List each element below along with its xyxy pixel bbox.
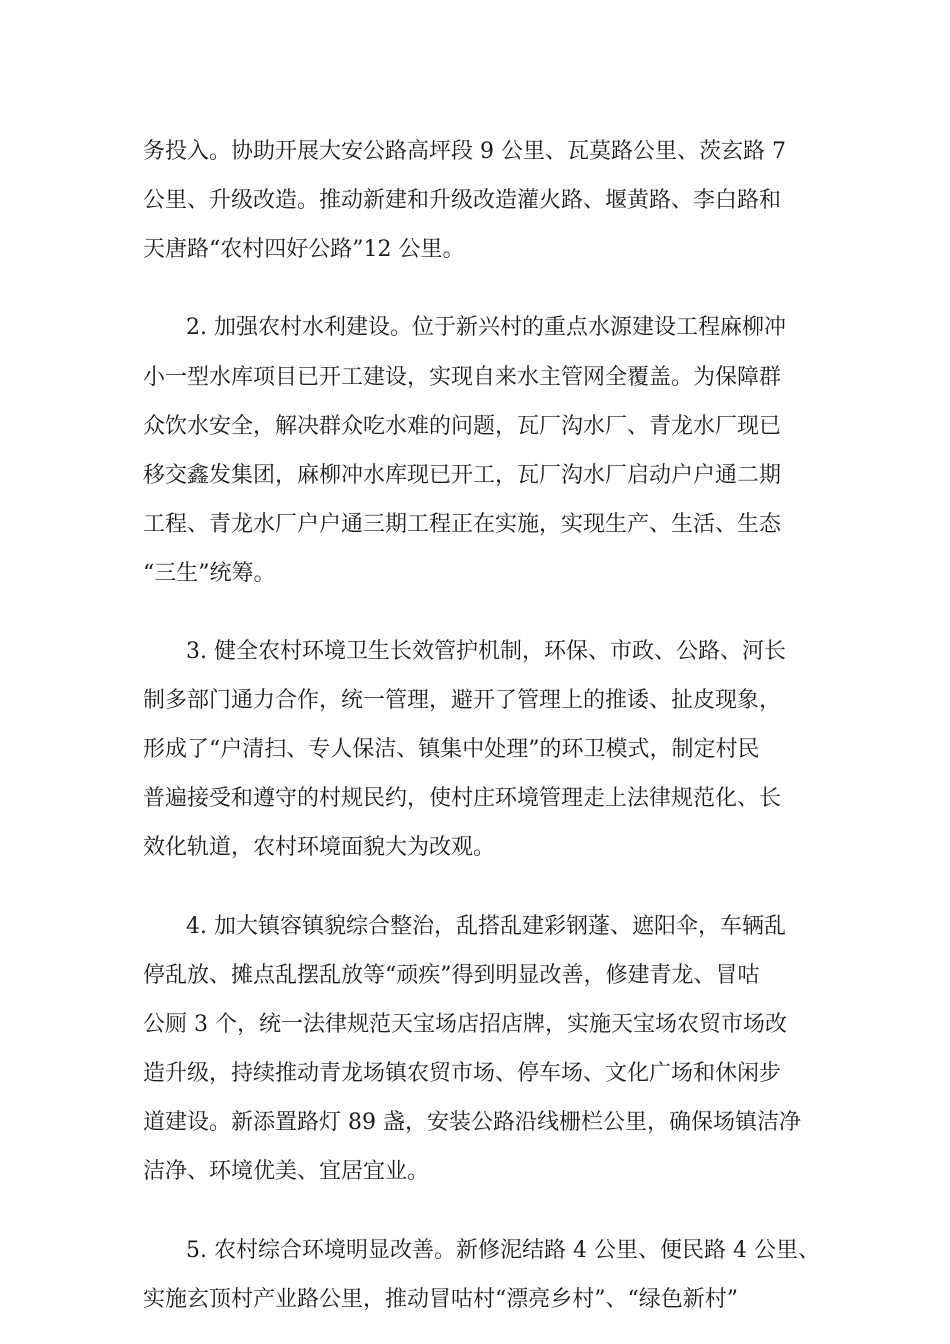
text-line: 公厕 3 个，统一法律规范天宝场店招店牌，实施天宝场农贸市场改 [143, 1012, 787, 1037]
text-line: 公里、升级改造。推动新建和升级改造灌火路、堰黄路、李白路和 [143, 188, 782, 213]
paragraph-4-first-line: 4. 加大镇容镇貌综合整治，乱搭乱建彩钢蓬、遮阳伞，车辆乱 [186, 914, 786, 939]
text-line: 道建设。新添置路灯 89 盏，安装公路沿线栅栏公里，确保场镇洁净 [143, 1110, 801, 1135]
text-line: 实施玄顶村产业路公里，推动冒咕村“漂亮乡村”、“绿色新村” [143, 1287, 738, 1312]
text-line: 普遍接受和遵守的村规民约，使村庄环境管理走上法律规范化、长 [143, 786, 782, 811]
text-line: 众饮水安全，解决群众吃水难的问题，瓦厂沟水厂、青龙水厂现已 [143, 414, 782, 439]
text-line: 制多部门通力合作，统一管理，避开了管理上的推诿、扯皮现象， [143, 688, 782, 713]
paragraph-3-first-line: 3. 健全农村环境卫生长效管护机制，环保、市政、公路、河长 [186, 639, 786, 664]
text-line: 工程、青龙水厂户户通三期工程正在实施，实现生产、生活、生态 [143, 512, 782, 537]
text-line: 洁净、环境优美、宜居宜业。 [143, 1159, 430, 1184]
text-line: 务投入。协助开展大安公路高坪段 9 公里、瓦莫路公里、茨玄路 7 [143, 139, 786, 164]
text-line: 天唐路“农村四好公路”12 公里。 [143, 237, 465, 262]
text-line: 效化轨道，农村环境面貌大为改观。 [143, 835, 496, 860]
paragraph-5-first-line: 5. 农村综合环境明显改善。新修泥结路 4 公里、便民路 4 公里、 [186, 1238, 820, 1263]
text-line: 形成了“户清扫、专人保洁、镇集中处理”的环卫模式，制定村民 [143, 737, 760, 762]
text-line: 移交鑫发集团，麻柳冲水库现已开工，瓦厂沟水厂启动户户通二期 [143, 463, 782, 488]
paragraph-2-first-line: 2. 加强农村水利建设。位于新兴村的重点水源建设工程麻柳冲 [186, 315, 786, 340]
text-line: “三生”统筹。 [143, 561, 276, 586]
text-line: 造升级，持续推动青龙场镇农贸市场、停车场、文化广场和休闲步 [143, 1061, 782, 1086]
text-line: 停乱放、摊点乱摆乱放等“顽疾”得到明显改善，修建青龙、冒咕 [143, 963, 760, 988]
text-line: 小一型水库项目已开工建设，实现自来水主管网全覆盖。为保障群 [143, 365, 782, 390]
